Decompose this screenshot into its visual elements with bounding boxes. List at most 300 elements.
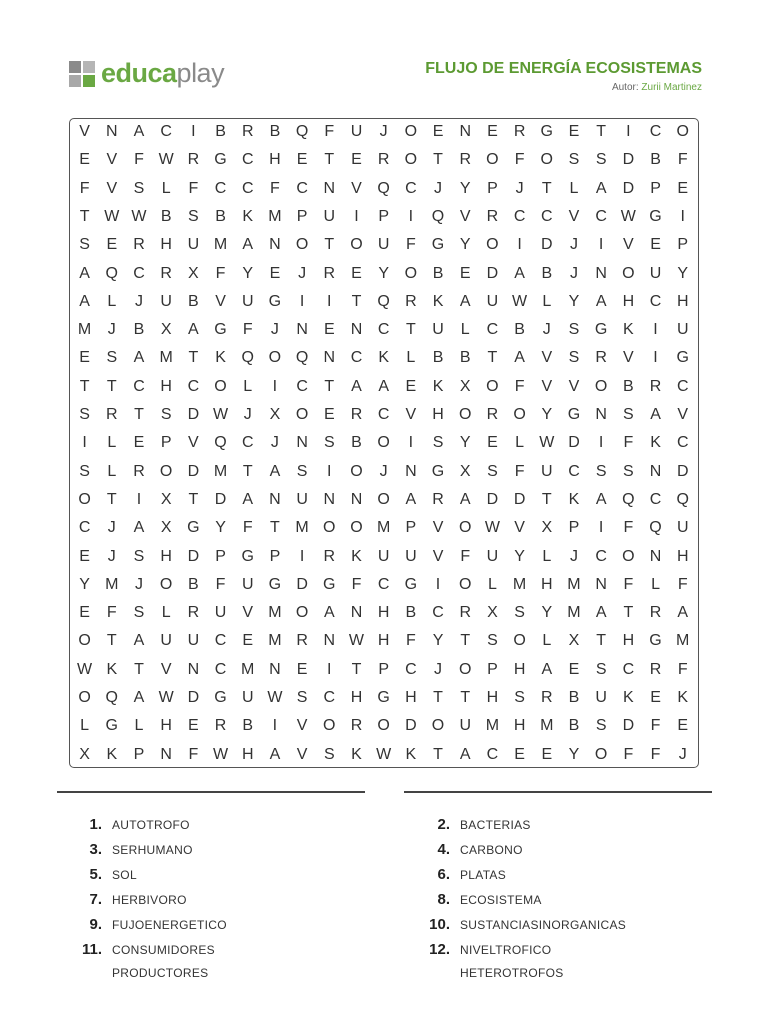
grid-letter[interactable]: U <box>595 689 607 706</box>
grid-letter[interactable]: R <box>296 632 308 650</box>
grid-letter[interactable]: B <box>215 123 226 140</box>
grid-letter[interactable]: S <box>623 462 634 480</box>
grid-letter[interactable]: X <box>269 406 281 423</box>
grid-letter[interactable]: X <box>487 604 498 622</box>
grid-letter[interactable]: O <box>350 519 363 537</box>
grid-letter[interactable]: F <box>514 377 525 395</box>
grid-letter[interactable]: B <box>215 207 226 225</box>
grid-letter[interactable]: I <box>680 207 685 225</box>
grid-letter[interactable]: C <box>187 377 200 395</box>
grid-letter[interactable]: L <box>542 292 552 310</box>
grid-letter[interactable]: R <box>459 604 471 622</box>
grid-letter[interactable]: N <box>323 179 336 197</box>
grid-letter[interactable]: O <box>486 377 499 395</box>
grid-letter[interactable]: J <box>434 179 443 197</box>
grid-letter[interactable]: I <box>517 236 522 254</box>
grid-letter[interactable]: G <box>105 717 118 735</box>
grid-letter[interactable]: G <box>540 123 553 140</box>
grid-letter[interactable]: C <box>405 179 417 197</box>
grid-letter[interactable]: O <box>486 236 499 254</box>
grid-letter[interactable]: H <box>622 632 635 650</box>
grid-letter[interactable]: H <box>160 377 172 395</box>
grid-letter[interactable]: A <box>541 660 553 678</box>
grid-letter[interactable]: H <box>676 292 689 310</box>
grid-letter[interactable]: F <box>242 519 253 537</box>
grid-letter[interactable]: U <box>214 604 227 622</box>
grid-letter[interactable]: V <box>568 377 580 395</box>
grid-letter[interactable]: N <box>595 406 607 423</box>
grid-letter[interactable]: H <box>269 151 281 169</box>
grid-letter[interactable]: A <box>405 490 417 508</box>
grid-letter[interactable]: T <box>242 462 253 480</box>
grid-letter[interactable]: T <box>188 349 199 367</box>
grid-letter[interactable]: U <box>405 547 417 565</box>
grid-letter[interactable]: E <box>296 151 308 169</box>
grid-letter[interactable]: M <box>268 604 282 622</box>
grid-letter[interactable]: H <box>622 292 635 310</box>
grid-letter[interactable]: I <box>653 321 658 339</box>
grid-letter[interactable]: T <box>324 151 335 169</box>
grid-letter[interactable]: K <box>351 547 362 565</box>
grid-letter[interactable]: J <box>515 179 524 197</box>
grid-letter[interactable]: H <box>160 236 172 254</box>
grid-letter[interactable]: O <box>78 490 91 508</box>
grid-letter[interactable]: P <box>296 207 308 225</box>
grid-letter[interactable]: A <box>459 745 471 763</box>
grid-letter[interactable]: E <box>650 689 661 706</box>
grid-letter[interactable]: V <box>106 151 118 169</box>
grid-letter[interactable]: H <box>676 547 689 565</box>
grid-letter[interactable]: O <box>214 377 227 395</box>
grid-letter[interactable]: K <box>215 349 226 367</box>
grid-letter[interactable]: G <box>676 349 689 367</box>
grid-letter[interactable]: W <box>348 632 365 650</box>
grid-letter[interactable]: V <box>459 207 471 225</box>
grid-letter[interactable]: R <box>377 151 390 169</box>
grid-letter[interactable]: S <box>595 660 607 678</box>
grid-letter[interactable]: D <box>486 264 499 282</box>
grid-letter[interactable]: R <box>513 123 526 140</box>
grid-letter[interactable]: C <box>649 292 662 310</box>
grid-letter[interactable]: K <box>106 745 118 763</box>
grid-letter[interactable]: T <box>106 377 117 395</box>
grid-letter[interactable]: D <box>405 717 417 735</box>
grid-letter[interactable]: H <box>513 660 526 678</box>
grid-letter[interactable]: I <box>136 490 142 508</box>
grid-letter[interactable]: P <box>650 179 661 197</box>
grid-letter[interactable]: B <box>459 349 471 367</box>
grid-letter[interactable]: C <box>377 321 390 339</box>
grid-letter[interactable]: N <box>269 660 281 678</box>
grid-letter[interactable]: O <box>295 236 309 254</box>
grid-letter[interactable]: B <box>568 717 580 735</box>
grid-letter[interactable]: W <box>212 745 229 763</box>
grid-letter[interactable]: F <box>460 547 471 565</box>
grid-letter[interactable]: T <box>270 519 280 537</box>
grid-letter[interactable]: A <box>269 462 281 480</box>
grid-letter[interactable]: W <box>512 292 528 310</box>
grid-letter[interactable]: D <box>622 179 635 197</box>
grid-letter[interactable]: W <box>158 151 174 169</box>
grid-letter[interactable]: A <box>514 264 525 282</box>
grid-letter[interactable]: U <box>486 292 499 310</box>
grid-letter[interactable]: R <box>432 490 444 508</box>
grid-letter[interactable]: X <box>459 462 471 480</box>
grid-letter[interactable]: C <box>323 689 336 706</box>
grid-letter[interactable]: U <box>241 292 254 310</box>
grid-letter[interactable]: I <box>408 207 414 225</box>
grid-letter[interactable]: E <box>650 236 661 254</box>
grid-letter[interactable]: J <box>243 406 252 423</box>
grid-letter[interactable]: R <box>214 717 227 735</box>
grid-letter[interactable]: H <box>377 604 390 622</box>
grid-letter[interactable]: N <box>296 321 308 339</box>
grid-letter[interactable]: K <box>432 377 444 395</box>
grid-letter[interactable]: G <box>268 575 282 593</box>
grid-letter[interactable]: E <box>487 123 498 140</box>
grid-letter[interactable]: X <box>160 490 172 508</box>
grid-letter[interactable]: U <box>160 292 172 310</box>
grid-letter[interactable]: H <box>513 717 526 735</box>
grid-letter[interactable]: G <box>404 575 418 593</box>
grid-letter[interactable]: A <box>595 490 607 508</box>
grid-letter[interactable]: C <box>513 207 526 225</box>
grid-letter[interactable]: N <box>350 604 363 622</box>
grid-letter[interactable]: B <box>432 264 444 282</box>
grid-letter[interactable]: F <box>514 151 525 169</box>
grid-letter[interactable]: N <box>649 547 662 565</box>
grid-letter[interactable]: P <box>487 179 498 197</box>
grid-letter[interactable]: A <box>133 123 145 140</box>
grid-letter[interactable]: N <box>350 490 363 508</box>
grid-letter[interactable]: F <box>270 179 280 197</box>
grid-letter[interactable]: X <box>160 519 172 537</box>
grid-letter[interactable]: T <box>541 179 552 197</box>
grid-letter[interactable]: N <box>459 123 471 140</box>
grid-letter[interactable]: U <box>187 236 200 254</box>
grid-letter[interactable]: Q <box>649 519 662 537</box>
grid-letter[interactable]: E <box>351 264 362 282</box>
grid-letter[interactable]: N <box>323 490 336 508</box>
grid-letter[interactable]: L <box>542 632 552 650</box>
grid-letter[interactable]: T <box>433 689 443 706</box>
grid-letter[interactable]: S <box>79 462 90 480</box>
grid-letter[interactable]: T <box>134 406 144 423</box>
grid-letter[interactable]: D <box>676 462 689 480</box>
grid-letter[interactable]: W <box>77 660 93 678</box>
grid-letter[interactable]: D <box>187 547 200 565</box>
grid-letter[interactable]: U <box>377 236 390 254</box>
grid-letter[interactable]: S <box>79 236 90 254</box>
grid-letter[interactable]: W <box>376 745 392 763</box>
grid-letter[interactable]: F <box>79 179 90 197</box>
grid-letter[interactable]: G <box>594 321 608 339</box>
grid-letter[interactable]: M <box>268 207 282 225</box>
grid-letter[interactable]: U <box>241 689 254 706</box>
grid-letter[interactable]: F <box>351 575 362 593</box>
grid-letter[interactable]: M <box>268 632 282 650</box>
grid-letter[interactable]: C <box>160 123 172 140</box>
grid-letter[interactable]: R <box>649 604 662 622</box>
grid-letter[interactable]: Y <box>568 292 580 310</box>
grid-letter[interactable]: M <box>376 519 391 537</box>
grid-letter[interactable]: V <box>432 519 444 537</box>
grid-letter[interactable]: Y <box>432 632 444 650</box>
grid-letter[interactable]: A <box>677 604 689 622</box>
grid-letter[interactable]: B <box>188 575 199 593</box>
grid-letter[interactable]: R <box>350 717 363 735</box>
grid-letter[interactable]: H <box>160 547 172 565</box>
grid-letter[interactable]: W <box>158 689 174 706</box>
grid-letter[interactable]: P <box>405 519 417 537</box>
grid-letter[interactable]: R <box>649 377 662 395</box>
grid-letter[interactable]: Y <box>459 236 471 254</box>
grid-letter[interactable]: S <box>323 745 335 763</box>
grid-letter[interactable]: A <box>378 377 389 395</box>
grid-letter[interactable]: D <box>622 717 635 735</box>
grid-letter[interactable]: M <box>676 632 690 650</box>
grid-letter[interactable]: V <box>79 123 90 140</box>
grid-letter[interactable]: U <box>323 207 336 225</box>
grid-letter[interactable]: O <box>159 575 173 593</box>
grid-letter[interactable]: E <box>568 123 580 140</box>
grid-letter[interactable]: Q <box>105 264 118 282</box>
grid-letter[interactable]: S <box>595 717 607 735</box>
grid-letter[interactable]: Y <box>541 604 553 622</box>
grid-letter[interactable]: V <box>677 406 689 423</box>
grid-letter[interactable]: J <box>134 292 143 310</box>
grid-letter[interactable]: E <box>677 717 689 735</box>
grid-letter[interactable]: T <box>487 349 498 367</box>
grid-letter[interactable]: T <box>79 377 90 395</box>
grid-letter[interactable]: Q <box>295 349 309 367</box>
grid-letter[interactable]: E <box>323 406 335 423</box>
grid-letter[interactable]: R <box>106 406 118 423</box>
grid-letter[interactable]: Q <box>377 292 390 310</box>
grid-letter[interactable]: R <box>541 689 553 706</box>
grid-letter[interactable]: A <box>242 236 254 254</box>
grid-letter[interactable]: C <box>78 519 91 537</box>
grid-letter[interactable]: P <box>160 434 172 452</box>
grid-letter[interactable]: A <box>133 519 145 537</box>
grid-letter[interactable]: S <box>514 604 525 622</box>
grid-letter[interactable]: J <box>270 434 279 452</box>
grid-letter[interactable]: W <box>131 207 147 225</box>
grid-letter[interactable]: L <box>107 434 117 452</box>
grid-letter[interactable]: L <box>134 717 144 735</box>
grid-letter[interactable]: O <box>404 264 418 282</box>
grid-letter[interactable]: I <box>408 434 414 452</box>
grid-letter[interactable]: Y <box>459 434 471 452</box>
grid-letter[interactable]: I <box>626 123 631 140</box>
grid-letter[interactable]: O <box>377 434 390 452</box>
grid-letter[interactable]: O <box>676 123 689 140</box>
grid-letter[interactable]: A <box>133 349 145 367</box>
grid-letter[interactable]: B <box>160 207 172 225</box>
grid-letter[interactable]: O <box>458 519 472 537</box>
grid-letter[interactable]: L <box>487 575 497 593</box>
grid-letter[interactable]: G <box>567 406 581 423</box>
grid-letter[interactable]: C <box>214 179 227 197</box>
grid-letter[interactable]: C <box>133 377 145 395</box>
grid-letter[interactable]: O <box>594 745 608 763</box>
grid-letter[interactable]: F <box>677 660 688 678</box>
grid-letter[interactable]: E <box>677 179 689 197</box>
grid-letter[interactable]: O <box>594 377 608 395</box>
grid-letter[interactable]: I <box>191 123 196 140</box>
grid-letter[interactable]: O <box>377 717 390 735</box>
grid-letter[interactable]: C <box>568 462 580 480</box>
grid-letter[interactable]: T <box>106 490 117 508</box>
grid-letter[interactable]: R <box>486 406 499 423</box>
grid-letter[interactable]: E <box>487 434 498 452</box>
grid-letter[interactable]: W <box>484 519 500 537</box>
grid-letter[interactable]: M <box>159 349 173 367</box>
grid-letter[interactable]: E <box>79 604 90 622</box>
grid-letter[interactable]: O <box>540 151 553 169</box>
grid-letter[interactable]: F <box>677 575 688 593</box>
grid-letter[interactable]: G <box>649 207 662 225</box>
grid-letter[interactable]: P <box>677 236 689 254</box>
grid-letter[interactable]: S <box>568 151 580 169</box>
grid-letter[interactable]: G <box>241 547 254 565</box>
grid-letter[interactable]: F <box>623 434 634 452</box>
grid-letter[interactable]: I <box>299 292 305 310</box>
grid-letter[interactable]: T <box>79 207 90 225</box>
grid-letter[interactable]: D <box>541 236 553 254</box>
grid-letter[interactable]: U <box>676 519 689 537</box>
grid-letter[interactable]: Q <box>431 207 445 225</box>
grid-letter[interactable]: R <box>486 207 499 225</box>
grid-letter[interactable]: U <box>649 264 662 282</box>
grid-letter[interactable]: T <box>351 292 362 310</box>
grid-letter[interactable]: E <box>514 745 525 763</box>
grid-letter[interactable]: R <box>160 264 172 282</box>
grid-letter[interactable]: O <box>377 490 390 508</box>
grid-letter[interactable]: U <box>377 547 390 565</box>
grid-letter[interactable]: Q <box>295 123 309 140</box>
grid-letter[interactable]: E <box>79 151 90 169</box>
grid-letter[interactable]: O <box>350 462 363 480</box>
grid-letter[interactable]: C <box>432 604 444 622</box>
grid-letter[interactable]: L <box>161 604 171 622</box>
grid-letter[interactable]: A <box>133 632 145 650</box>
grid-letter[interactable]: O <box>622 264 635 282</box>
grid-letter[interactable]: I <box>327 660 332 678</box>
grid-letter[interactable]: S <box>323 434 335 452</box>
grid-letter[interactable]: C <box>350 349 363 367</box>
grid-letter[interactable]: G <box>214 151 227 169</box>
grid-letter[interactable]: E <box>432 123 444 140</box>
grid-letter[interactable]: O <box>513 632 526 650</box>
grid-letter[interactable]: V <box>242 604 254 622</box>
grid-letter[interactable]: E <box>79 547 90 565</box>
grid-letter[interactable]: V <box>541 349 553 367</box>
grid-letter[interactable]: U <box>160 632 172 650</box>
grid-letter[interactable]: S <box>595 151 607 169</box>
grid-letter[interactable]: V <box>541 377 553 395</box>
grid-letter[interactable]: H <box>541 575 553 593</box>
grid-letter[interactable]: T <box>433 151 443 169</box>
grid-letter[interactable]: R <box>323 264 336 282</box>
grid-letter[interactable]: N <box>160 745 172 763</box>
grid-letter[interactable]: M <box>540 717 554 735</box>
grid-letter[interactable]: F <box>623 519 634 537</box>
grid-letter[interactable]: R <box>405 292 417 310</box>
grid-letter[interactable]: O <box>404 151 418 169</box>
grid-letter[interactable]: A <box>188 321 199 339</box>
grid-letter[interactable]: F <box>188 745 199 763</box>
grid-letter[interactable]: K <box>568 490 580 508</box>
grid-letter[interactable]: J <box>434 660 443 678</box>
grid-letter[interactable]: P <box>215 547 226 565</box>
grid-letter[interactable]: V <box>351 179 362 197</box>
grid-letter[interactable]: D <box>622 151 635 169</box>
grid-letter[interactable]: T <box>460 689 471 706</box>
grid-letter[interactable]: W <box>212 406 229 423</box>
grid-letter[interactable]: L <box>107 292 117 310</box>
grid-letter[interactable]: F <box>405 632 416 650</box>
grid-letter[interactable]: C <box>649 490 662 508</box>
grid-letter[interactable]: Q <box>241 349 254 367</box>
grid-letter[interactable]: U <box>432 321 444 339</box>
grid-letter[interactable]: P <box>269 547 281 565</box>
grid-letter[interactable]: I <box>299 547 305 565</box>
grid-letter[interactable]: N <box>350 321 363 339</box>
grid-letter[interactable]: G <box>268 292 282 310</box>
grid-letter[interactable]: O <box>458 406 472 423</box>
grid-letter[interactable]: O <box>431 717 445 735</box>
grid-letter[interactable]: N <box>323 349 336 367</box>
grid-letter[interactable]: C <box>241 151 254 169</box>
grid-letter[interactable]: C <box>649 123 662 140</box>
grid-letter[interactable]: C <box>241 434 254 452</box>
grid-letter[interactable]: F <box>650 745 661 763</box>
grid-letter[interactable]: R <box>323 547 336 565</box>
grid-letter[interactable]: T <box>324 236 335 254</box>
grid-letter[interactable]: R <box>459 151 471 169</box>
grid-letter[interactable]: E <box>106 236 118 254</box>
grid-letter[interactable]: L <box>515 434 525 452</box>
grid-letter[interactable]: N <box>649 462 662 480</box>
grid-letter[interactable]: U <box>296 490 308 508</box>
grid-letter[interactable]: B <box>541 264 553 282</box>
grid-letter[interactable]: O <box>458 575 472 593</box>
grid-letter[interactable]: B <box>133 321 145 339</box>
grid-letter[interactable]: S <box>79 406 90 423</box>
grid-letter[interactable]: P <box>378 207 389 225</box>
grid-letter[interactable]: D <box>486 490 499 508</box>
grid-letter[interactable]: I <box>598 519 604 537</box>
grid-letter[interactable]: V <box>514 519 525 537</box>
grid-letter[interactable]: A <box>351 377 362 395</box>
grid-letter[interactable]: E <box>269 264 281 282</box>
grid-letter[interactable]: G <box>323 575 336 593</box>
grid-letter[interactable]: F <box>188 179 199 197</box>
grid-letter[interactable]: H <box>377 632 390 650</box>
grid-letter[interactable]: N <box>595 575 607 593</box>
grid-letter[interactable]: V <box>215 292 226 310</box>
grid-letter[interactable]: T <box>405 321 416 339</box>
grid-letter[interactable]: A <box>595 179 607 197</box>
grid-letter[interactable]: C <box>486 745 499 763</box>
grid-letter[interactable]: J <box>379 123 388 140</box>
grid-letter[interactable]: B <box>188 292 199 310</box>
grid-letter[interactable]: B <box>405 604 417 622</box>
grid-letter[interactable]: O <box>404 123 418 140</box>
grid-letter[interactable]: U <box>676 321 689 339</box>
grid-letter[interactable]: J <box>379 462 388 480</box>
